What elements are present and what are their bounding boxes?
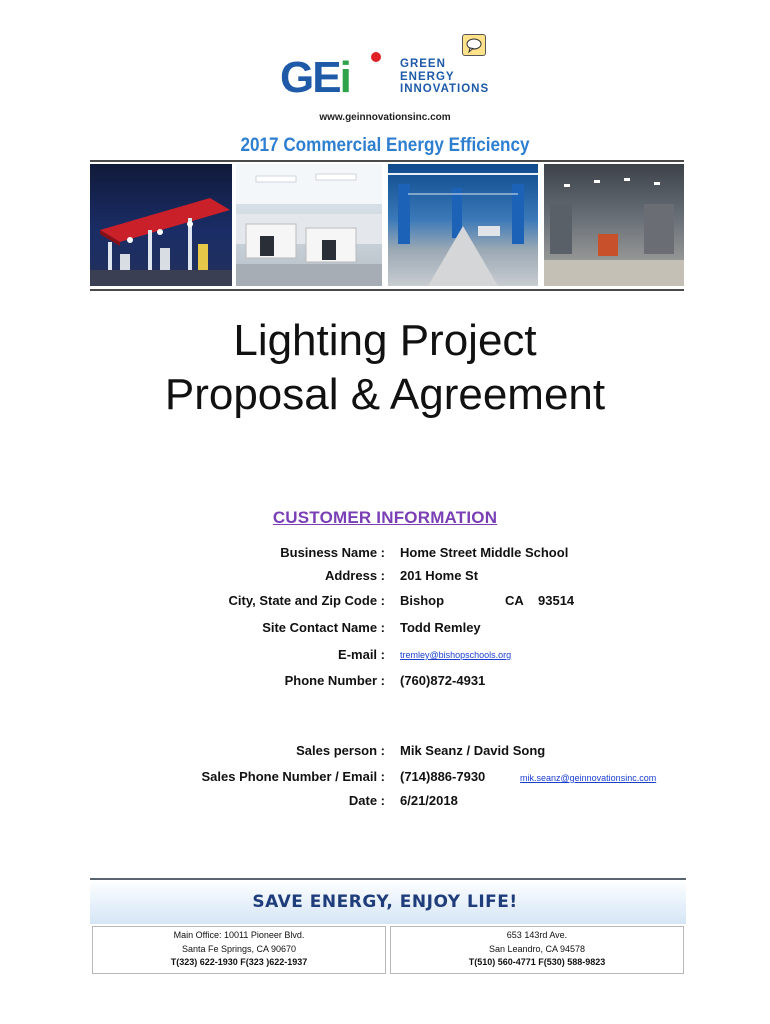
document-title xyxy=(0,314,770,422)
city-state-zip-label: City, State and Zip Code : xyxy=(228,593,385,608)
sales-person-value: Mik Seanz / David Song xyxy=(400,743,546,758)
company-name-line-1: GREEN xyxy=(400,58,446,70)
logo-letter-i: i xyxy=(339,53,350,102)
top-divider xyxy=(90,160,684,162)
main-office-line-1: Main Office: 10011 Pioneer Blvd. xyxy=(173,930,305,940)
email-label: E-mail : xyxy=(338,647,385,662)
headline: 2017 Commercial Energy Efficiency xyxy=(240,135,530,156)
business-name-label: Business Name : xyxy=(280,545,385,560)
date-value: 6/21/2018 xyxy=(400,793,458,808)
gas-station-photo xyxy=(90,164,232,286)
company-logo xyxy=(280,52,500,104)
sales-email-link[interactable]: mik.seanz@geinnovationsinc.com xyxy=(520,773,657,783)
branch-office-phones: T(510) 560-4771 F(530) 588-9823 xyxy=(468,957,606,967)
sales-phone-value: (714)886-7930 xyxy=(400,769,486,784)
phone-label: Phone Number : xyxy=(284,673,385,688)
state-value: CA xyxy=(505,593,524,608)
zip-value: 93514 xyxy=(538,593,575,608)
address-value: 201 Home St xyxy=(400,568,479,583)
branch-office-address xyxy=(390,926,684,974)
site-contact-value: Todd Remley xyxy=(400,620,481,635)
slogan: SAVE ENERGY, ENJOY LIFE! xyxy=(252,892,518,912)
office-photo xyxy=(236,164,382,286)
main-office-address xyxy=(92,926,386,974)
address-label: Address : xyxy=(325,568,385,583)
branch-office-line-2: San Leandro, CA 94578 xyxy=(488,943,586,954)
email-link[interactable]: tremley@bishopschools.org xyxy=(400,650,512,660)
sales-person-label: Sales person : xyxy=(296,743,385,758)
comment-icon[interactable] xyxy=(462,34,486,56)
logo-mark xyxy=(280,53,350,102)
title-line-1: Lighting Project xyxy=(233,316,537,365)
title-line-2: Proposal & Agreement xyxy=(164,370,606,419)
bottom-divider xyxy=(90,289,684,291)
parking-garage-photo xyxy=(388,164,538,286)
company-name xyxy=(400,58,489,96)
phone-value: (760)872-4931 xyxy=(400,673,486,688)
company-name-line-2: ENERGY xyxy=(400,70,455,83)
city-value: Bishop xyxy=(400,593,445,608)
main-office-phones: T(323) 622-1930 F(323 )622-1937 xyxy=(170,957,308,967)
business-name-value: Home Street Middle School xyxy=(400,545,569,560)
site-contact-label: Site Contact Name : xyxy=(262,620,385,635)
logo-dot xyxy=(371,52,381,62)
website-url: www.geinnovationsinc.com xyxy=(319,112,451,123)
branch-office-line-1: 653 143rd Ave. xyxy=(506,930,568,940)
main-office-line-2: Santa Fe Springs, CA 90670 xyxy=(181,943,297,954)
warehouse-photo xyxy=(544,164,684,286)
logo-letters-ge: GE xyxy=(280,53,340,102)
company-name-line-3: INNOVATIONS xyxy=(400,83,490,95)
customer-info-heading: CUSTOMER INFORMATION xyxy=(272,508,498,527)
date-label: Date : xyxy=(348,793,385,808)
sales-contact-label: Sales Phone Number / Email : xyxy=(201,769,385,784)
